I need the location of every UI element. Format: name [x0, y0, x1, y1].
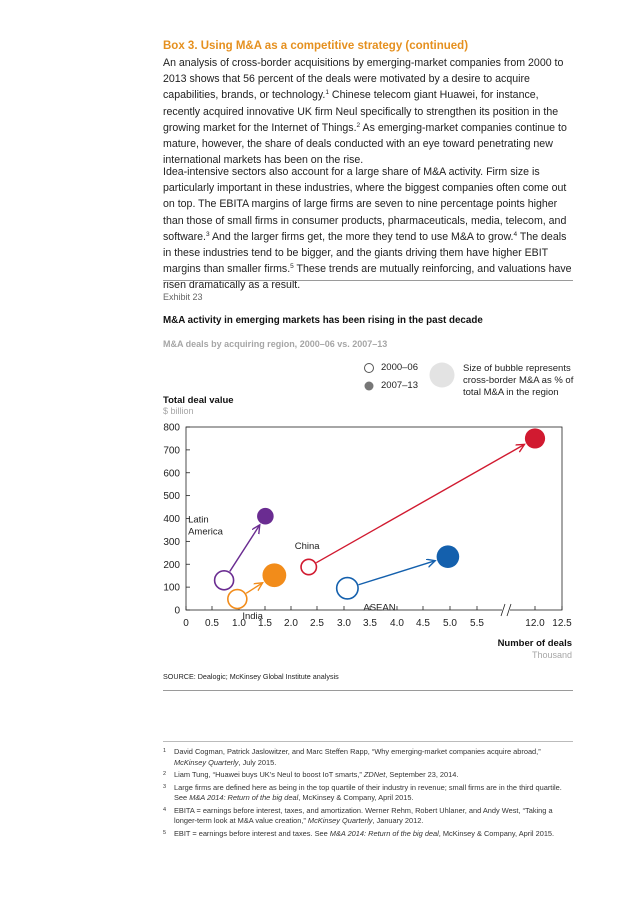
- legend-size-bubble-icon: [427, 360, 457, 390]
- x-tick-label: 5.5: [470, 618, 484, 629]
- data-point-2000-06: [301, 559, 316, 574]
- footnote-text: EBITA = earnings before interest, taxes, and amortization. Werner Rehm, Robert Uhlaner, and Andy West, “Taking a longer-term look at M&A value creation,”: [174, 805, 553, 825]
- y-tick-label: 400: [163, 514, 180, 525]
- footnotes: [163, 747, 573, 841]
- footnote-text: David Cogman, Patrick Jaslowitzer, and Marc Steffen Rapp, “Why emerging-market companies acquire abroad,”: [174, 747, 541, 756]
- legend-period-2: 2007–13: [381, 380, 418, 391]
- data-point-2000-06: [337, 578, 358, 599]
- footnote-number: 5: [163, 829, 167, 836]
- footnote-text: Liam Tung, “Huawei buys UK’s Neul to boost IoT smarts,”: [174, 770, 364, 779]
- footnote: [163, 747, 573, 768]
- legend-size-note: Size of bubble represents cross-border M&A as % of total M&A in the region: [463, 363, 574, 398]
- y-tick-label: 300: [163, 536, 180, 548]
- y-tick-label: 600: [163, 468, 180, 480]
- footnote: [163, 770, 573, 781]
- y-tick-label: 200: [163, 559, 180, 571]
- footnote: [163, 806, 573, 827]
- scatter-chart: [150, 415, 590, 640]
- y-tick-label: 500: [163, 491, 180, 503]
- chart-title: M&A activity in emerging markets has been rising in the past decade: [163, 315, 483, 326]
- series-label: [295, 541, 321, 552]
- box-title: Box 3. Using M&A as a competitive strategy (continued): [163, 40, 469, 52]
- paragraph-2-footnote-ref: 4: [513, 230, 518, 238]
- footnote-text: Large firms are defined here as being in the top quartile of their industry in revenue; small firms are in the third quartile. See: [174, 782, 562, 802]
- series-label: [363, 602, 395, 613]
- x-tick-label: 0: [183, 618, 189, 629]
- y-tick-label: 800: [163, 422, 180, 434]
- paragraph-2-footnote-ref: 3: [205, 230, 210, 238]
- paragraph-2-footnote-ref: 5: [290, 263, 294, 271]
- x-tick-label: 12.5: [552, 618, 572, 629]
- y-axis-unit: $ billion: [163, 406, 194, 416]
- paragraph-1-text: An analysis of cross-border acquisitions by emerging-market companies from 2000 to 2013 shows that 56 percent of the deals were motivated by a desire to acquire capabilities, brands, or technology.: [163, 57, 564, 102]
- y-tick-label: 700: [163, 445, 180, 457]
- data-point-2000-06: [228, 590, 247, 609]
- footnote-divider: [163, 741, 573, 742]
- footnote-number: 1: [163, 748, 167, 754]
- footnote-text: M&A 2014: Return of the big deal: [329, 828, 439, 838]
- footnote-text: , September 23, 2014.: [385, 770, 459, 779]
- paragraph-2-text: The deals in these industries tend to be bigger, and the giants driving them have higher EBIT margins than smaller firms.: [163, 230, 567, 276]
- x-tick-label: 4.5: [416, 618, 430, 629]
- footnote-text: , July 2015.: [238, 757, 277, 767]
- footnote-text: McKinsey Quarterly: [174, 757, 239, 767]
- top-divider: [163, 280, 573, 281]
- footnote-text: , McKinsey & Company, April 2015.: [298, 793, 414, 802]
- x-tick-label: 5.0: [443, 618, 457, 629]
- paragraph-2-text: And the larger firms get, the more they tend to use M&A to grow.: [209, 230, 514, 243]
- bottom-divider: [163, 690, 573, 691]
- footnote-number: 4: [163, 806, 167, 813]
- footnote-text: ZDNet: [363, 770, 386, 779]
- data-point-2007-13: [525, 428, 545, 448]
- y-axis-label: Total deal value: [163, 395, 234, 406]
- footnote: [163, 783, 573, 804]
- trend-arrow: [230, 525, 260, 572]
- paragraph-1: [163, 55, 575, 168]
- data-point-2007-13: [262, 563, 286, 587]
- chart-subtitle: M&A deals by acquiring region, 2000–06 vs. 2007–13: [163, 339, 388, 349]
- series-label-line: China: [294, 540, 320, 552]
- footnote: [163, 829, 573, 840]
- trend-arrow: [246, 583, 263, 594]
- paragraph-2: [163, 164, 575, 294]
- footnote-text: , McKinsey & Company, April 2015.: [438, 828, 555, 838]
- series-label: [188, 514, 224, 537]
- y-tick-label: 100: [163, 582, 180, 594]
- x-tick-label: 0.5: [205, 618, 219, 629]
- x-tick-label: 1.5: [258, 618, 272, 629]
- paragraph-1-text: Chinese telecom giant Huawei, for instance, recently acquired innovative UK firm Neul specifically to strengthen its position in the growing market for the Internet of Things.: [163, 89, 559, 134]
- x-tick-label: 3.5: [363, 618, 377, 629]
- x-tick-label: 1.0: [232, 618, 246, 629]
- x-tick-label: 3.0: [337, 618, 351, 629]
- legend-period-1: 2000–06: [381, 362, 418, 373]
- series-label-line: India: [242, 611, 263, 623]
- paragraph-1-footnote-ref: 1: [325, 89, 329, 97]
- footnote-text: EBIT = earnings before interest and taxes. See: [174, 828, 330, 838]
- series-label-line: America: [188, 526, 223, 538]
- footnote-text: M&A 2014: Return of the big deal: [189, 793, 299, 802]
- trend-arrow: [359, 561, 436, 585]
- footnote-number: 3: [163, 783, 167, 790]
- paragraph-1-footnote-ref: 2: [356, 121, 361, 129]
- data-point-2007-13: [437, 545, 460, 568]
- x-axis-label: Number of deals: [497, 638, 572, 649]
- x-tick-label: 4.0: [390, 618, 404, 629]
- paragraph-2-text: Idea-intensive sectors also account for a large share of M&A activity. Firm size is particularly important in these industries, where the biggest companies often come out on top. The EBITA margins of large firms are seven to nine percentage points higher than those of small firms in consumer products, pharmaceuticals, media, telecom, and software.: [163, 166, 567, 243]
- footnote-text: , January 2012.: [372, 816, 424, 825]
- x-tick-label: 12.0: [525, 618, 545, 629]
- paragraph-2-text: These trends are mutually reinforcing, and valuations have risen dramatically as a result.: [163, 263, 572, 292]
- series-label-line: ASEAN: [363, 602, 396, 614]
- series-label: [242, 611, 263, 622]
- series-label-line: Latin: [188, 514, 209, 526]
- y-tick-label: 0: [174, 605, 180, 617]
- exhibit-label: Exhibit 23: [163, 292, 203, 302]
- x-tick-label: 2.5: [310, 618, 324, 629]
- data-point-2000-06: [215, 571, 234, 590]
- x-tick-label: 2.0: [284, 618, 298, 629]
- data-point-2007-13: [257, 508, 274, 525]
- paragraph-1-text: As emerging-market companies continue to mature, however, the share of deals conducted with an eye toward penetrating new international markets has been on the rise.: [163, 121, 567, 167]
- trend-arrow: [316, 444, 524, 562]
- x-axis-unit: Thousand: [531, 650, 572, 660]
- source-note: SOURCE: Dealogic; McKinsey Global Institute analysis: [163, 672, 339, 681]
- footnote-text: McKinsey Quarterly: [307, 816, 373, 825]
- footnote-number: 2: [163, 771, 167, 777]
